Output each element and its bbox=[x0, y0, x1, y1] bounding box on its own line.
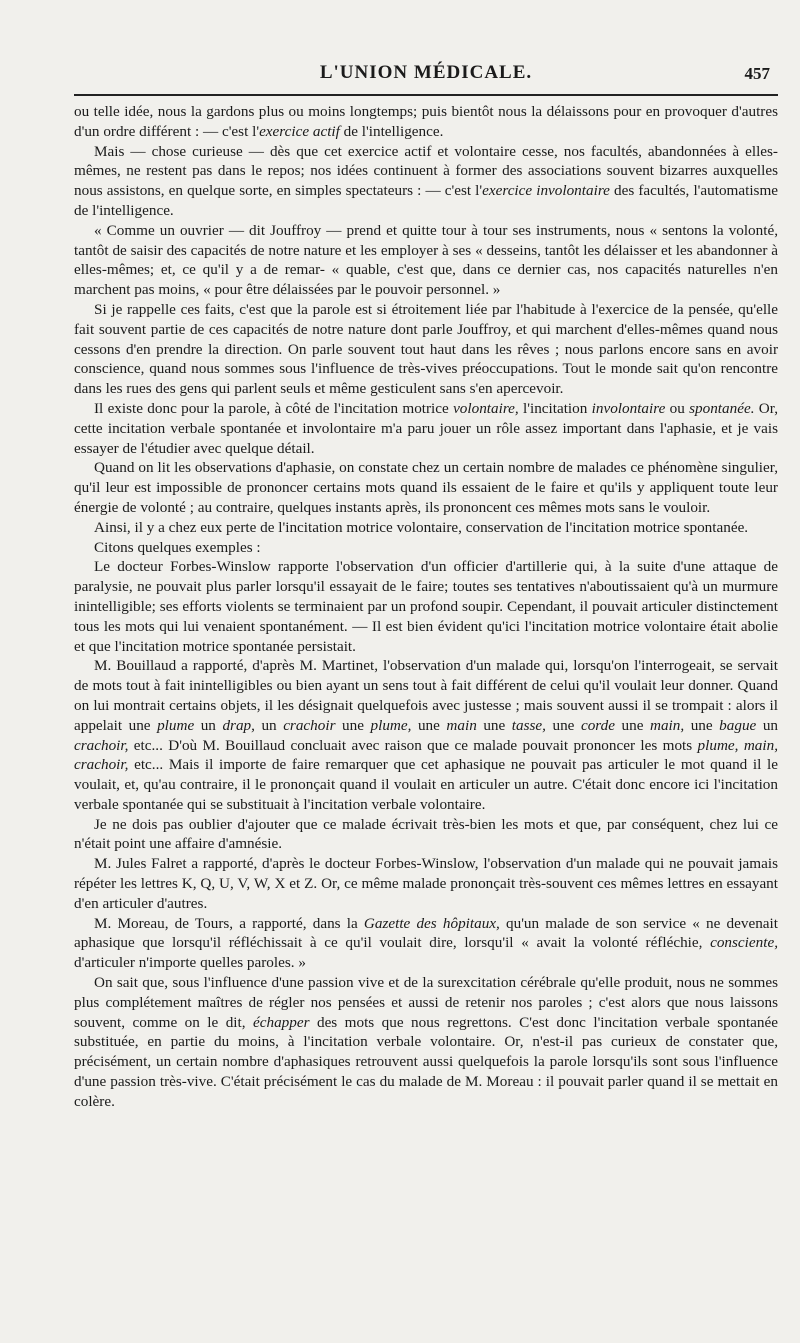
text-run: un bbox=[254, 716, 284, 734]
italic-text: plume, bbox=[370, 716, 412, 734]
italic-text: drap, bbox=[222, 716, 255, 734]
paragraph bbox=[74, 399, 778, 458]
journal-title: L'UNION MÉDICALE. bbox=[319, 62, 533, 83]
text-run: ou telle idée, nous la gardons plus ou moins longtemps; puis bientôt nous la délaissons pour en provoquer d'autres d'un ordre différent : — c'est l' bbox=[74, 103, 778, 140]
text-run: une bbox=[615, 716, 650, 734]
paragraph bbox=[74, 300, 778, 399]
header-rule bbox=[74, 94, 778, 96]
text-run: Or, cette incitation verbale spontanée et involontaire m'a paru jouer un rôle assez important dans l'aphasie, et je vais essayer de l'étudier avec quelque détail. bbox=[74, 399, 779, 457]
article-body bbox=[74, 102, 778, 1112]
text-run: Si je rappelle ces faits, c'est que la parole est si étroitement liée par l'habitude à l'exercice de la pensée, qu'elle fait souvent partie de ces capacités de notre nature dont parle Jouffroy, et qui marchent d'elles-mêmes quand nous cessons d'en prendre la direction. On parle souvent tout haut dans les rêves ; nous parlons encore sans en avoir conscience, quand nous sommes sous l'influence de très-vives préoccupations. Tout le monde sait qu'on rencontre dans les rues des gens qui parlent seuls et même gesticulent sans s'en apercevoir. bbox=[74, 300, 778, 398]
italic-text: exercice involontaire bbox=[482, 182, 610, 200]
text-run: Le docteur Forbes-Winslow rapporte l'observation d'un officier d'artillerie qui, à la suite d'une attaque de paralysie, ne pouvait plus parler lorsqu'il essayait de le faire; toutes ses tentatives n'aboutissaient qu'à un murmure inintelligible; ses efforts violents se terminaient par un profond soupir. Cependant, il pouvait articuler distinctement tous les mots qui lui venaient spontanément. — Il est bien évident qu'ici l'incitation motrice volontaire était abolie et que l'incitation motrice spontanée persistait. bbox=[74, 558, 778, 655]
text-run: M. Jules Falret a rapporté, d'après le docteur Forbes-Winslow, l'observation d'un malade qui ne pouvait jamais répéter les lettres K, Q, U, V, W, X et Z. Or, ce même malade prononçait très-souvent ces mêmes lettres en essayant d'en articuler d'autres. bbox=[74, 855, 778, 912]
text-run: Il existe donc pour la parole, à côté de l'incitation motrice bbox=[94, 399, 454, 417]
text-run: On sait que, sous l'influence d'une passion vive et de la surexcitation cérébrale qu'elle produit, nous ne sommes plus complétement maîtres de régler nos pensées et aussi de retenir nos paroles ; c'est alors que nous laissons souvent, comme on le dit, bbox=[74, 974, 778, 1031]
text-run: Quand on lit les observations d'aphasie, on constate chez un certain nombre de malades ce phénomène singulier, qu'il leur est impossible de prononcer certains mots quand ils essaient de le faire et qu'ils y appliquent toute leur énergie de volonté ; au contraire, quelques instants après, ils prononcent ces mêmes mots sans le vouloir. bbox=[74, 459, 778, 516]
page-number: 457 bbox=[744, 64, 770, 83]
text-run: qu'un malade de son service « ne devenait aphasique que lorsqu'il réfléchissait à ce qu'il voulait dire, lorsqu'il « avait la volonté réfléchie, bbox=[74, 914, 778, 952]
paragraph bbox=[74, 815, 778, 855]
paragraph bbox=[74, 656, 778, 814]
italic-text: Gazette des hôpitaux, bbox=[363, 914, 500, 932]
italic-text: main, bbox=[650, 716, 685, 734]
text-run: une bbox=[545, 716, 581, 734]
text-run: une bbox=[335, 716, 371, 734]
text-run: M. Bouillaud a rapporté, d'après M. Martinet, l'observation d'un malade qui, lorsqu'on l'interrogeait, se servait de mots tout à fait inintelligibles ou bien ayant un sens tout à fait différent de celui qu'il voulait leur donner. Quand on lui montrait certains objets, il les désignait quelquefois avec justesse ; mais souvent aussi il se trompait : alors il appelait une bbox=[74, 657, 778, 734]
italic-text: crachoir, bbox=[74, 736, 129, 754]
text-run: un bbox=[756, 716, 779, 734]
text-run: une bbox=[684, 716, 720, 734]
italic-text: plume bbox=[157, 716, 195, 734]
text-run: une bbox=[411, 716, 447, 734]
text-run: des facultés, l'automatisme de l'intelligence. bbox=[74, 182, 778, 219]
italic-text: échapper bbox=[253, 1013, 310, 1031]
italic-text: main bbox=[446, 716, 477, 734]
text-run: de l'intelligence. bbox=[339, 122, 444, 140]
text-run: l'incitation bbox=[518, 399, 592, 417]
italic-text: tasse, bbox=[511, 716, 546, 734]
text-run: d'articuler n'importe quelles paroles. » bbox=[74, 954, 306, 972]
italic-text: exercice actif bbox=[259, 122, 340, 140]
text-run: Citons quelques exemples : bbox=[94, 538, 261, 556]
text-run: Je ne dois pas oublier d'ajouter que ce malade écrivait très-bien les mots et que, par conséquent, chez lui ce n'était point une affaire d'amnésie. bbox=[74, 815, 778, 853]
text-run: « Comme un ouvrier — dit Jouffroy — prend et quitte tour à tour ses instruments, nous « sentons la volonté, tantôt de saisir des capacités de notre nature et les employer à ses « desseins, tantôt les délaisser et les abandonner à elles-mêmes; et, ce qu'il y a de remar- « quable, c'est que, dans ce dernier cas, nos capacités naturelles n'en marchent pas moins, « pour être délaissées par le pouvoir personnel. » bbox=[74, 221, 778, 299]
paragraph bbox=[74, 854, 778, 913]
italic-text: corde bbox=[580, 716, 615, 734]
paragraph bbox=[74, 538, 778, 558]
italic-text: bague bbox=[719, 716, 757, 734]
paragraph bbox=[74, 102, 778, 142]
italic-text: consciente, bbox=[710, 934, 778, 952]
text-run: etc... Mais il importe de faire remarquer que cet aphasique ne pouvait pas articuler le mot quand il le voulait, et, qu'au contraire, il le prononçait quand il voulait en articuler un autre. C'était donc encore ici l'incitation verbale spontanée qui se substituait à l'incitation verbale volontaire. bbox=[74, 756, 778, 813]
italic-text: spontanée. bbox=[689, 399, 755, 417]
paragraph bbox=[74, 557, 778, 656]
paragraph bbox=[74, 221, 778, 300]
italic-text: plume, main, crachoir, bbox=[74, 736, 779, 774]
text-run: M. Moreau, de Tours, a rapporté, dans la bbox=[94, 914, 364, 932]
text-run: etc... D'où M. Bouillaud concluait avec raison que ce malade pouvait prononcer les mots bbox=[128, 736, 698, 754]
running-header bbox=[74, 58, 778, 88]
text-run: Ainsi, il y a chez eux perte de l'incitation motrice volontaire, conservation de l'incitation motrice spontanée. bbox=[94, 518, 749, 536]
paragraph bbox=[74, 142, 778, 221]
text-run: Mais — chose curieuse — dès que cet exercice actif et volontaire cesse, nos facultés, abandonnées à elles-mêmes, ne restent pas dans le repos; nos idées continuent à former des associations souvent bizarres auxquelles nous assistons, en quelque sorte, en simples spectateurs : — c'est l' bbox=[74, 142, 778, 200]
paragraph bbox=[74, 518, 778, 538]
text-run: des mots que nous regrettons. C'est donc l'incitation verbale spontanée substituée, en partie du moins, à l'incitation verbale volontaire. Or, n'est-il pas curieux de constater que, précisément, un certain nombre d'aphasiques retrouvent aussi quelquefois la parole lorsqu'ils sont sous l'influence d'une passion très-vive. C'était précisément le cas du malade de M. Moreau : il pouvait parler quand il se mettait en colère. bbox=[74, 1013, 778, 1110]
paragraph bbox=[74, 973, 778, 1112]
paragraph bbox=[74, 914, 778, 973]
italic-text: crachoir bbox=[283, 716, 336, 734]
text-run: ou bbox=[665, 399, 690, 417]
italic-text: involontaire bbox=[591, 399, 666, 417]
italic-text: volontaire, bbox=[453, 399, 519, 417]
paragraph bbox=[74, 458, 778, 517]
text-run: une bbox=[476, 716, 512, 734]
text-run: un bbox=[194, 716, 223, 734]
